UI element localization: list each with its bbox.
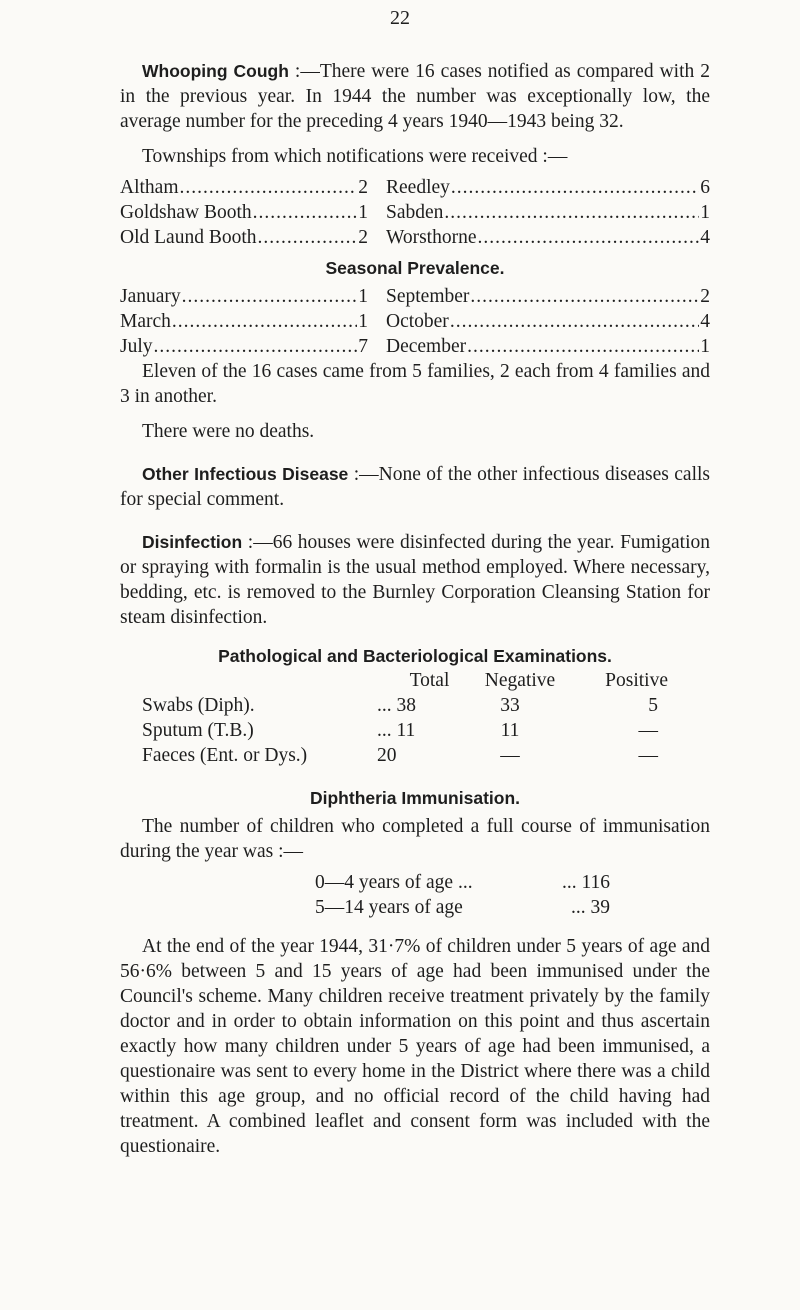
township-name: Worsthorne <box>386 226 477 248</box>
month-count: 1 <box>700 335 710 357</box>
table-row <box>120 719 710 744</box>
month-name: October <box>386 311 449 333</box>
column-header-negative: Negative <box>484 669 556 691</box>
township-count: 2 <box>358 226 368 248</box>
township-name: Sabden <box>386 201 444 223</box>
township-row <box>386 226 710 251</box>
townships-intro: Townships from which notifications were received :— <box>142 145 568 167</box>
township-name: Altham <box>120 176 179 198</box>
disinfection-text: :—66 houses were disinfected during the year. Fumigation or spraying with formalin is the usual method employed. Where necessary, bedding, etc. is removed to the Burnley Corporation Cleansing Station for steam disinfection. <box>120 531 711 628</box>
township-count: 1 <box>700 201 710 223</box>
township-row <box>386 176 710 201</box>
township-name: Goldshaw Booth <box>120 201 252 223</box>
cell-positive: 5 <box>648 694 658 716</box>
seasonal-left-column <box>120 285 368 360</box>
column-header-positive: Positive <box>605 669 668 691</box>
cell-negative: — <box>500 744 520 766</box>
month-row <box>386 310 710 335</box>
list-item <box>315 871 710 896</box>
township-row <box>120 226 368 251</box>
immunisation-intro: The number of children who completed a full course of immunisation during the year was :— <box>120 816 710 863</box>
townships-right-column <box>368 176 710 251</box>
row-label: Sputum (T.B.) <box>142 719 254 741</box>
month-count: 1 <box>358 311 368 333</box>
cell-positive: — <box>638 719 658 741</box>
month-name: March <box>120 311 171 333</box>
month-row <box>386 285 710 310</box>
cell-positive: — <box>638 744 658 766</box>
month-count: 1 <box>358 286 368 308</box>
township-count: 1 <box>358 201 368 223</box>
table-row <box>120 744 710 769</box>
whooping-text: :—There were 16 cases notified as compared with 2 in the previous year. In 1944 the number was exceptionally low, the average number for the preceding 4 years 1940—1943 being 32. <box>120 61 710 132</box>
townships-list <box>120 176 710 251</box>
month-count: 7 <box>358 335 368 357</box>
month-name: July <box>120 335 153 357</box>
immunisation-paragraph: At the end of the year 1944, 31·7% of children under 5 years of age and 56·6% between 5 and 15 years of age had been immunised under the Council's scheme. Many children receive treatment privately by the family doctor and in order to obtain information on this point and thus ascertain exactly how many children under 5 years of age had been immunised, a questionaire was sent to every home in the District where there was a child within this age group, and no official record of the child having had treatment. A combined leaflet and consent form was included with the questionaire. <box>120 935 710 1157</box>
row-label: Swabs (Diph). <box>142 694 255 716</box>
cell-negative: 11 <box>500 719 520 741</box>
month-row <box>120 285 368 310</box>
age-group-count: ... 39 <box>571 896 610 918</box>
cell-total: ... 11 <box>377 719 416 741</box>
whooping-paragraph <box>120 60 710 135</box>
page-number: 22 <box>390 7 410 29</box>
month-row <box>120 310 368 335</box>
seasonal-heading: Seasonal Prevalence. <box>325 257 505 278</box>
township-name: Reedley <box>386 176 450 198</box>
township-count: 2 <box>358 176 368 198</box>
township-row <box>120 201 368 226</box>
township-count: 4 <box>700 226 710 248</box>
cell-negative: 33 <box>500 694 520 716</box>
month-count: 4 <box>700 311 710 333</box>
families-paragraph: Eleven of the 16 cases came from 5 families, 2 each from 4 families and 3 in another. <box>120 360 710 407</box>
disinfection-heading: Disinfection <box>142 531 243 552</box>
row-label: Faeces (Ent. or Dys.) <box>142 744 308 766</box>
month-row <box>120 335 368 360</box>
other-infectious-heading: Other Infectious Disease <box>142 463 349 484</box>
township-count: 6 <box>700 176 710 198</box>
seasonal-right-column <box>368 285 710 360</box>
month-name: January <box>120 286 181 308</box>
month-name: September <box>386 286 470 308</box>
cell-total: ... 38 <box>377 694 416 716</box>
immunisation-heading: Diphtheria Immunisation. <box>309 787 521 808</box>
other-infectious-text: :—None of the other infectious diseases calls for special comment. <box>120 463 710 510</box>
pathological-table <box>120 669 710 769</box>
age-group-label: 0—4 years of age ... <box>315 872 473 893</box>
month-name: December <box>386 335 467 357</box>
month-row <box>386 335 710 360</box>
other-infectious-paragraph <box>120 463 710 513</box>
township-row <box>120 176 368 201</box>
deaths-paragraph: There were no deaths. <box>142 420 315 442</box>
table-row <box>120 694 710 719</box>
seasonal-list <box>120 285 710 360</box>
page-content <box>120 60 710 1159</box>
age-group-label: 5—14 years of age <box>315 896 463 918</box>
disinfection-paragraph <box>120 531 710 631</box>
column-header-total: Total <box>409 669 450 691</box>
cell-total: 20 <box>377 744 397 766</box>
pathological-heading: Pathological and Bacteriological Examinations. <box>218 645 612 666</box>
townships-left-column <box>120 176 368 251</box>
list-item <box>315 896 710 921</box>
whooping-heading: Whooping Cough <box>142 61 289 81</box>
township-row <box>386 201 710 226</box>
township-name: Old Laund Booth <box>120 226 257 248</box>
age-group-count: ... 116 <box>561 872 610 893</box>
month-count: 2 <box>700 286 710 308</box>
pathological-header-row <box>120 669 710 694</box>
immunisation-list <box>315 871 710 921</box>
